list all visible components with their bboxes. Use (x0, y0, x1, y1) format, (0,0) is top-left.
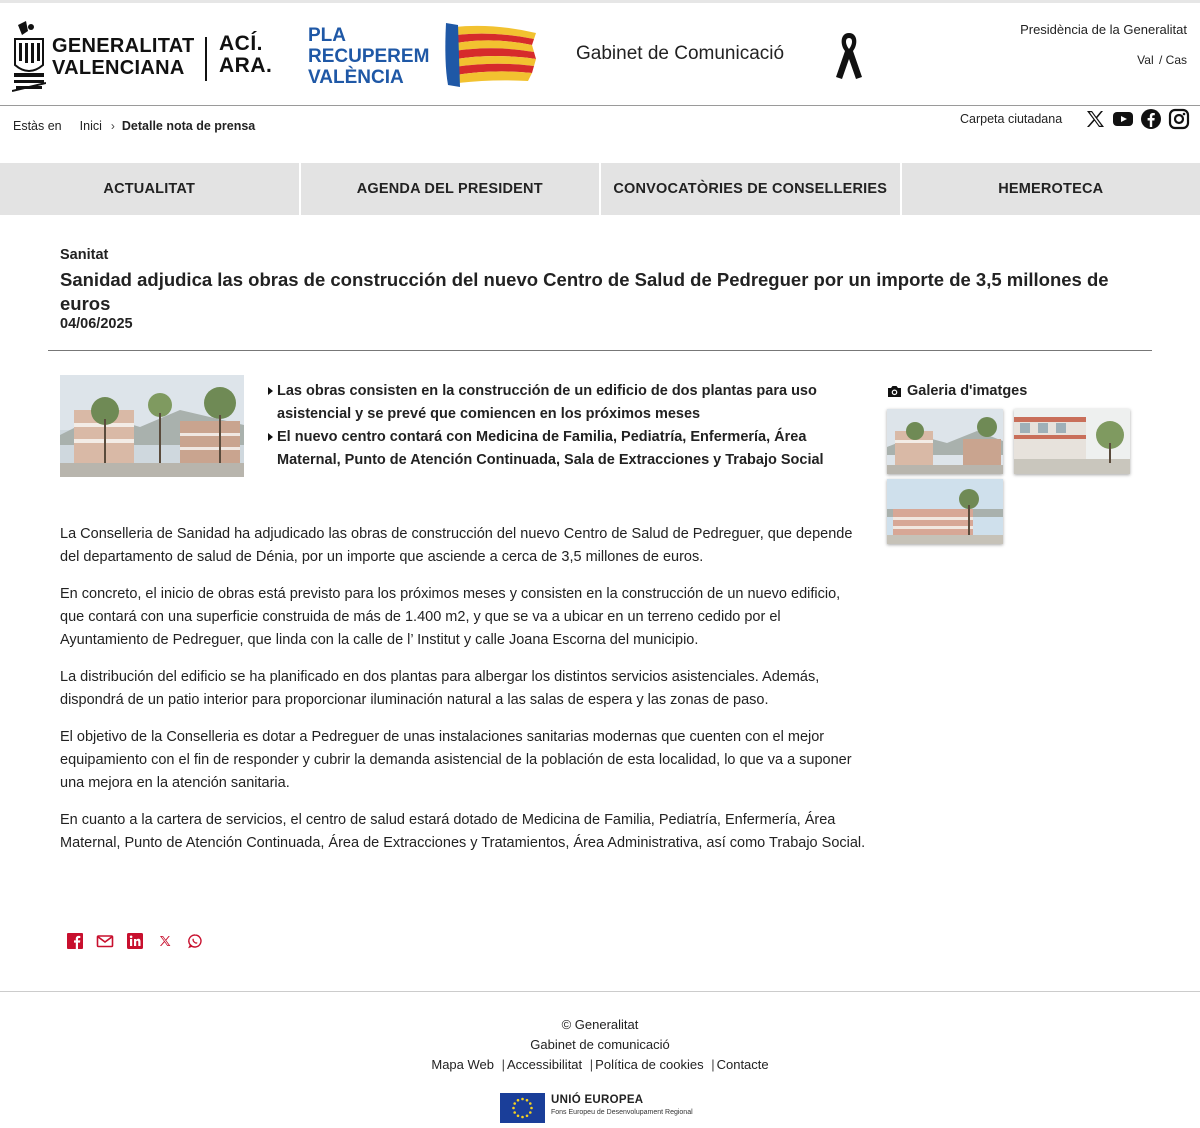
article-category: Sanitat (60, 247, 109, 263)
eu-funding-logo (500, 1093, 710, 1123)
generalitat-logo[interactable] (12, 21, 280, 93)
gallery-thumbnail-1[interactable] (887, 409, 1003, 474)
nav-actualitat[interactable]: ACTUALITAT (0, 163, 301, 215)
generalitat-emblem-icon (12, 21, 46, 93)
gallery-heading (887, 383, 1027, 399)
footer-divider (0, 991, 1200, 992)
footer-copyright: © Generalitat (561, 1017, 639, 1032)
lang-val-link[interactable]: Val (1137, 53, 1154, 67)
article-date: 04/06/2025 (60, 316, 133, 332)
footer-link-separator: | (501, 1057, 506, 1072)
nav-agenda-del-president[interactable]: AGENDA DEL PRESIDENT (301, 163, 602, 215)
article-paragraph: El objetivo de la Conselleria es dotar a Pedreguer de unas instalaciones sanitarias modernas que cuenten con el mejor equipamiento con el fin de responder y cubrir la demanda asistencial de la población de esta localidad, lo que va a suponer una mejora en la atención sanitaria. (60, 729, 852, 791)
social-links (1084, 108, 1190, 130)
article-paragraph: La distribución del edificio se ha planificado en dos plantas para albergar los distintos servicios asistenciales. Además, dispondrá de un patio interior para proporcionar iluminación natural a las salas de espera y las zonas de paso. (60, 669, 820, 708)
share-bar (66, 932, 204, 950)
aci-text: ACÍ. (219, 32, 263, 55)
share-email-icon[interactable] (96, 932, 114, 950)
generalitat-wordmark (52, 35, 195, 79)
logo-divider (205, 37, 207, 81)
lead-image-building-render[interactable] (60, 375, 244, 477)
footer-link-cookies[interactable]: Política de cookies (595, 1057, 704, 1072)
footer-link-accessibilitat[interactable]: Accessibilitat (507, 1057, 583, 1072)
mourning-ribbon-icon (834, 31, 864, 81)
instagram-icon[interactable] (1168, 108, 1190, 130)
main-navigation (0, 163, 1200, 215)
breadcrumb-current: Detalle nota de prensa (121, 119, 256, 133)
senyera-brush-flag-icon (444, 23, 540, 87)
footer-link-contacte[interactable]: Contacte (716, 1057, 769, 1072)
gallery-thumbnail-2[interactable] (1014, 409, 1130, 474)
highlight-item: El nuevo centro contará con Medicina de Familia, Pediatría, Enfermería, Área Maternal, Punto de Atención Continuada, Sala de Extracciones y Trabajo Social (268, 426, 828, 472)
gallery-title: Galeria d'imatges (907, 383, 1028, 399)
eu-title: UNIÓ EUROPEA (551, 1094, 644, 1106)
lang-cas-link[interactable]: Cas (1165, 53, 1187, 67)
gallery-image-3 (887, 479, 1003, 544)
pla-line2: RECUPEREM (308, 46, 430, 67)
breadcrumb-label: Estàs en (13, 119, 62, 133)
chevron-right-icon: › (110, 119, 115, 133)
gva-line1: GENERALITAT (52, 35, 195, 57)
gallery-image-1 (887, 409, 1003, 474)
footer-link-separator: | (589, 1057, 594, 1072)
article-paragraph: En cuanto a la cartera de servicios, el centro de salud estará dotado de Medicina de Familia, Pediatría, Enfermería, Área Maternal, Punto de Atención Continuada, Área de Extracciones y Tratamientos, Área Administrativa, así como Trabajo Social. (60, 812, 866, 851)
article-title: Sanidad adjudica las obras de construcción del nuevo Centro de Salud de Pedreguer por un importe de 3,5 millones de euros (60, 269, 1109, 314)
share-facebook-icon[interactable] (66, 932, 84, 950)
article-body (60, 523, 868, 869)
youtube-icon[interactable] (1112, 108, 1134, 130)
eu-flag-icon (500, 1093, 545, 1123)
footer-link-separator: | (711, 1057, 715, 1072)
pla-line1: PLA (308, 25, 346, 46)
footer-links (0, 1056, 1200, 1076)
pla-line3: VALÈNCIA (308, 67, 404, 88)
article-paragraph: La Conselleria de Sanidad ha adjudicado las obras de construcción del nuevo Centro de Salud de Pedreguer, que depende del departamento de salud de Dénia, por un importe que asciende a cerca de 3,5 millones de euros. (60, 526, 853, 565)
article-divider (48, 350, 1152, 351)
highlight-item: Las obras consisten en la construcción de un edificio de dos plantas para uso asistencial y se prevé que comiencen en los próximos meses (268, 380, 828, 426)
footer-link-mapa-web[interactable]: Mapa Web (431, 1057, 494, 1072)
pla-recuperem-logo[interactable] (308, 23, 540, 89)
language-switch (1137, 53, 1187, 67)
nav-convocatories-de-conselleries[interactable]: CONVOCATÒRIES DE CONSELLERIES (601, 163, 902, 215)
presidencia-link[interactable]: Presidència de la Generalitat (1020, 22, 1187, 37)
gva-line2: VALENCIANA (52, 57, 185, 79)
footer-gabinet: Gabinet de comunicació (530, 1037, 670, 1052)
eu-subtitle: Fons Europeu de Desenvolupament Regional (551, 1109, 693, 1116)
gabinet-title: Gabinet de Comunicació (576, 43, 785, 64)
site-footer (0, 1016, 1200, 1076)
breadcrumb-home-link[interactable]: Inici (79, 119, 102, 133)
share-x-icon[interactable] (156, 932, 174, 950)
gallery-thumbnail-3[interactable] (887, 479, 1003, 544)
article-highlights (268, 380, 828, 472)
share-linkedin-icon[interactable] (126, 932, 144, 950)
gallery-image-2 (1014, 409, 1130, 474)
camera-icon (887, 385, 902, 398)
article-paragraph: En concreto, el inicio de obras está previsto para los próximos meses y consisten en la construcción de un nuevo edificio, que contará con una superficie construida de más de 1.400 m2, y que se va a ubicar en un terreno cedido por el Ayuntamiento de Pedreguer, que linda con la calle de l’ Institut y calle Joana Escorna del municipio. (60, 586, 841, 648)
carpeta-ciutadana-link[interactable]: Carpeta ciutadana (960, 112, 1063, 126)
x-icon[interactable] (1084, 108, 1106, 130)
site-header (0, 0, 1200, 106)
ara-text: ARA. (219, 54, 273, 77)
facebook-icon[interactable] (1140, 108, 1162, 130)
aci-ara-wordmark (219, 33, 272, 77)
pla-wordmark (308, 25, 429, 88)
share-whatsapp-icon[interactable] (186, 932, 204, 950)
breadcrumb (13, 119, 255, 133)
nav-hemeroteca[interactable]: HEMEROTECA (998, 181, 1104, 197)
lang-separator: / (1158, 53, 1163, 67)
